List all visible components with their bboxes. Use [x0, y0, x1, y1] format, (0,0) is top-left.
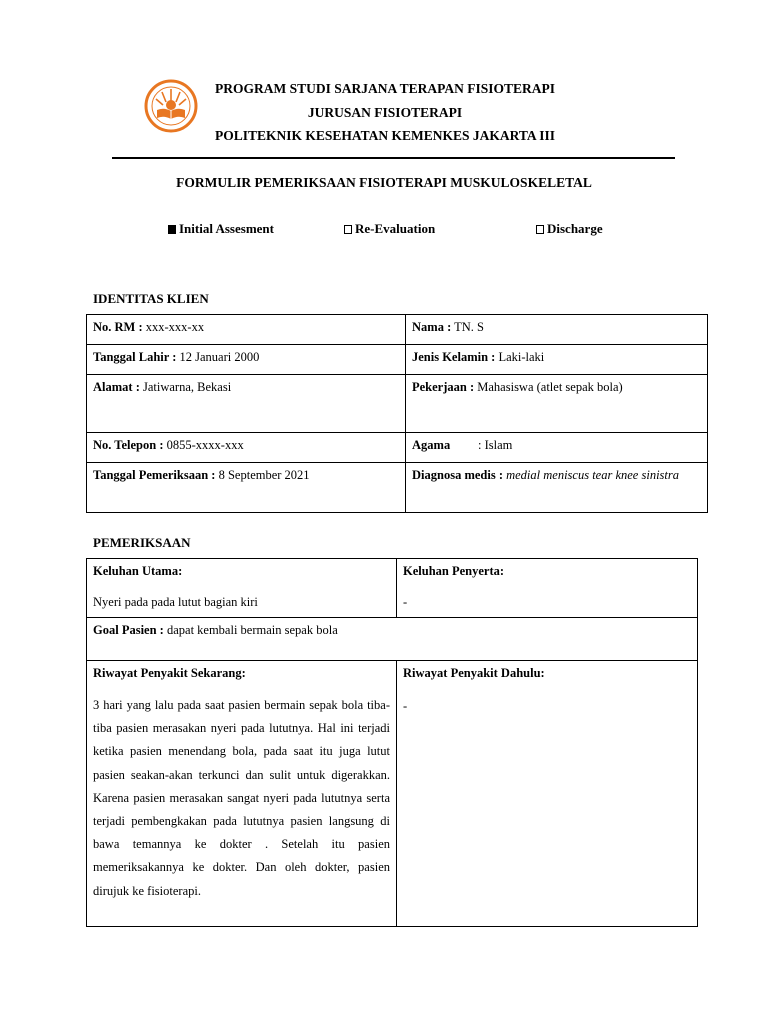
option-discharge[interactable] [536, 221, 603, 237]
checkbox-empty-icon[interactable] [536, 225, 544, 234]
cell-jenis-kelamin: Jenis Kelamin : Laki-laki [406, 345, 708, 375]
form-title: FORMULIR PEMERIKSAAN FISIOTERAPI MUSKULOSKELETAL [176, 175, 592, 190]
cell-tanggal-lahir: Tanggal Lahir : 12 Januari 2000 [87, 345, 406, 375]
checkbox-empty-icon[interactable] [344, 225, 352, 234]
cell-nama: Nama : TN. S [406, 315, 708, 345]
option-label: Discharge [547, 221, 603, 236]
cell-agama: Agama : Islam [406, 433, 708, 463]
section-title-pemeriksaan: PEMERIKSAAN [93, 535, 191, 550]
option-re-evaluation[interactable] [344, 221, 435, 237]
pemeriksaan-table [86, 558, 698, 927]
cell-keluhan-utama: Keluhan Utama: Nyeri pada pada lutut bagian kiri [87, 559, 397, 618]
cell-keluhan-penyerta: Keluhan Penyerta: - [397, 559, 698, 618]
option-label: Initial Assesment [179, 221, 274, 236]
cell-no-rm: No. RM : xxx-xxx-xx [87, 315, 406, 345]
checkbox-checked-icon[interactable] [168, 225, 176, 234]
cell-riwayat-penyakit-dahulu: Riwayat Penyakit Dahulu: - [397, 661, 698, 927]
cell-pekerjaan: Pekerjaan : Mahasiswa (atlet sepak bola) [406, 375, 708, 433]
cell-riwayat-penyakit-sekarang: Riwayat Penyakit Sekarang: 3 hari yang lalu pada saat pasien bermain sepak bola tiba-tiba pasien merasakan nyeri pada lututnya. Hal ini terjadi ketika pasien menendang bola, pada saat itu juga lutut pasien seakan-akan terkunci dan sulit untuk digerakkan. Karena pasien merasakan sangat nyeri pada lututnya serta terjadi pembengkakan pada lututnya pasien langsung di bawa temannya ke dokter . Setelah itu pasien memeriksakannya ke dokter. Dan oleh dokter, pasien dirujuk ke fisioterapi. [87, 661, 397, 927]
cell-alamat: Alamat : Jatiwarna, Bekasi [87, 375, 406, 433]
cell-goal-pasien: Goal Pasien : dapat kembali bermain sepak bola [87, 618, 698, 661]
option-initial-assesment[interactable] [168, 221, 274, 237]
header-divider [112, 157, 675, 159]
option-label: Re-Evaluation [355, 221, 436, 236]
cell-diagnosa-medis: Diagnosa medis : medial meniscus tear knee sinistra [406, 463, 708, 513]
header-line-2: JURUSAN FISIOTERAPI [307, 105, 463, 120]
cell-no-telepon: No. Telepon : 0855-xxxx-xxx [87, 433, 406, 463]
section-title-identitas: IDENTITAS KLIEN [93, 291, 209, 306]
cell-tanggal-pemeriksaan: Tanggal Pemeriksaan : 8 September 2021 [87, 463, 406, 513]
header-line-3: POLITEKNIK KESEHATAN KEMENKES JAKARTA III [214, 128, 556, 143]
header-line-1: PROGRAM STUDI SARJANA TERAPAN FISIOTERAPI [214, 81, 556, 96]
identitas-table [86, 314, 708, 513]
